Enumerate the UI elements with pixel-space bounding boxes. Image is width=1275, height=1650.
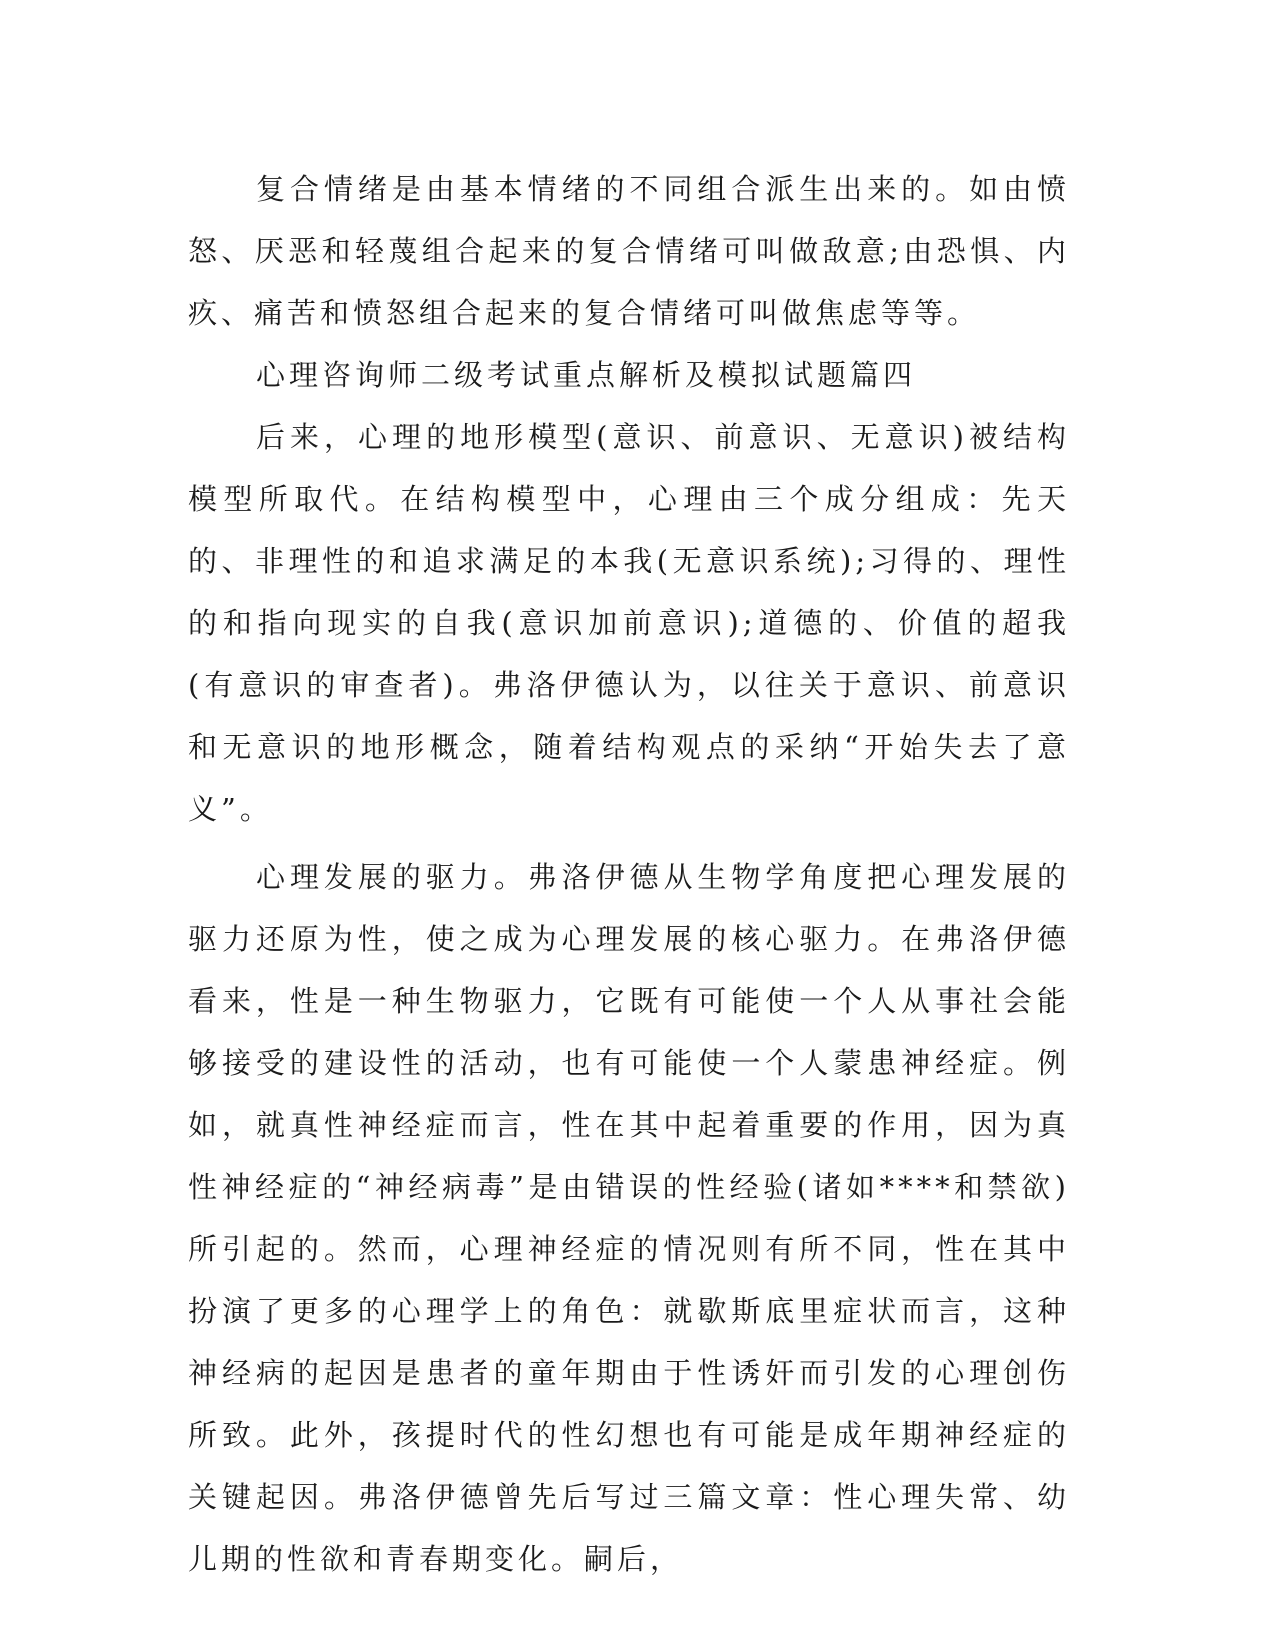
paragraph-complex-emotions: 复合情绪是由基本情绪的不同组合派生出来的。如由愤怒、厌恶和轻蔑组合起来的复合情绪可叫做敌意;由恐惧、内疚、痛苦和愤怒组合起来的复合情绪可叫做焦虑等等。 [188, 172, 1070, 330]
section-heading: 心理咨询师二级考试重点解析及模拟试题篇四 [256, 358, 917, 392]
paragraph-drive-of-development: 心理发展的驱力。弗洛伊德从生物学角度把心理发展的驱力还原为性，使之成为心理发展的核心驱力。在弗洛伊德看来，性是一种生物驱力，它既有可能使一个人从事社会能够接受的建设性的活动，也有可能使一个人蒙患神经症。例如，就真性神经症而言，性在其中起着重要的作用，因为真性神经症的“神经病毒”是由错误的性经验(诸如****和禁欲)所引起的。然而，心理神经症的情况则有所不同，性在其中扮演了更多的心理学上的角色：就歇斯底里症状而言，这种神经病的起因是患者的童年期由于性诱奸而引发的心理创伤所致。此外，孩提时代的性幻想也有可能是成年期神经症的关键起因。弗洛伊德曾先后写过三篇文章：性心理失常、幼儿期的性欲和青春期变化。嗣后， [188, 860, 1070, 1576]
paragraph-structural-model: 后来，心理的地形模型(意识、前意识、无意识)被结构模型所取代。在结构模型中，心理由三个成分组成：先天的、非理性的和追求满足的本我(无意识系统);习得的、理性的和指向现实的自我(意识加前意识);道德的、价值的超我(有意识的审查者)。弗洛伊德认为，以往关于意识、前意识和无意识的地形概念，随着结构观点的采纳“开始失去了意义”。 [188, 420, 1070, 826]
document-body [188, 158, 1070, 1590]
